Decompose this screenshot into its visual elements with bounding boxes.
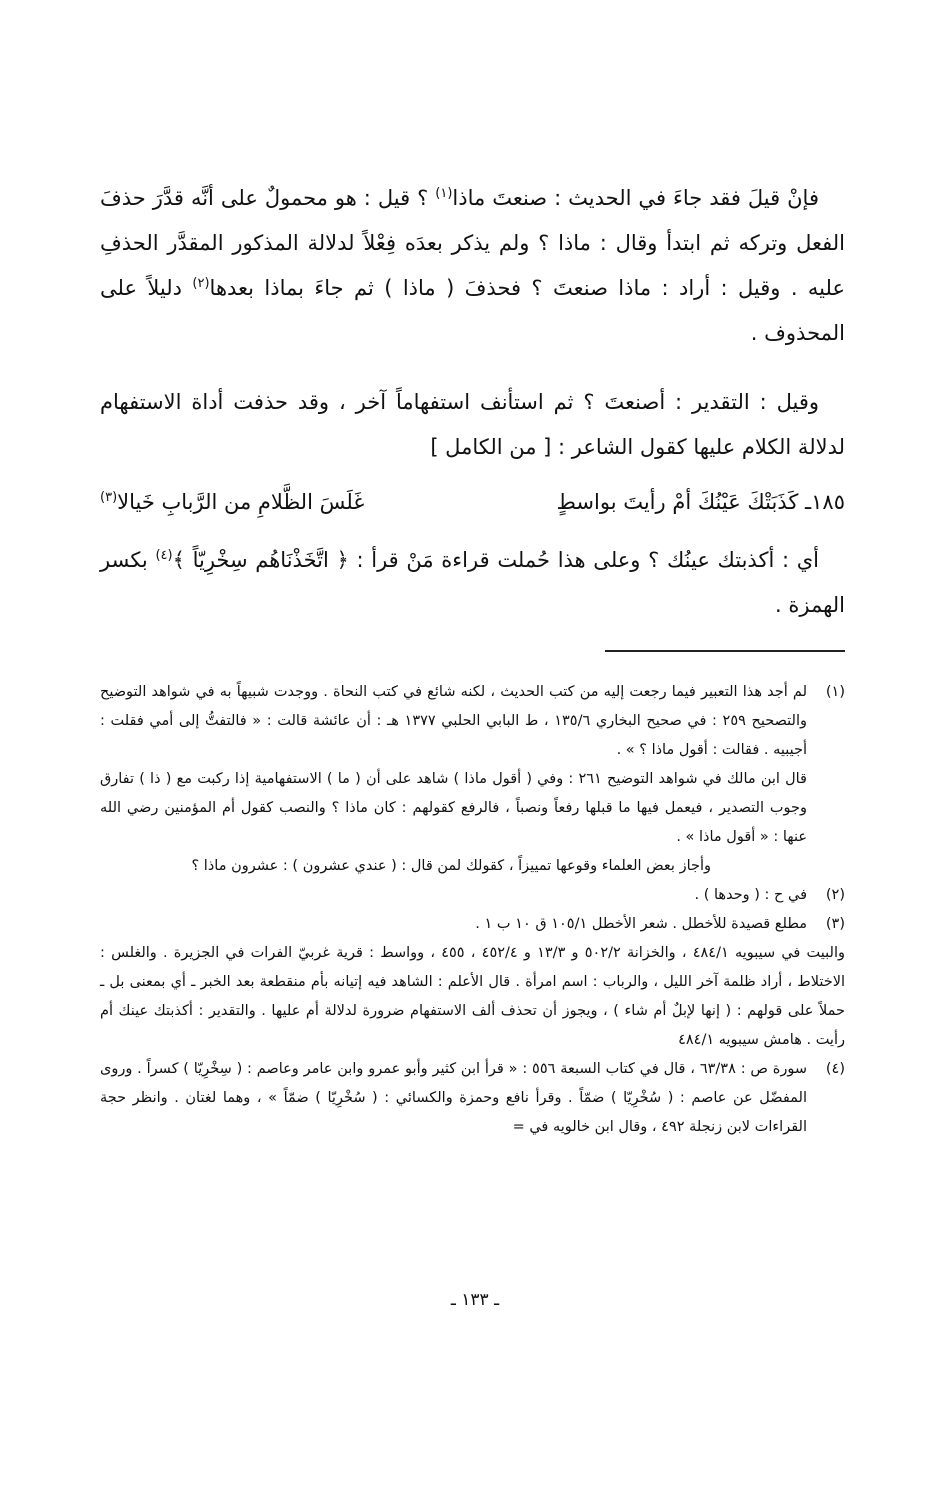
- paragraph-1-text-b: ؟ قيل : هو محمولٌ على أنَّه قدَّرَ حذفَ الفعل وتركه ثم ابتدأ وقال : ماذا ؟ ولم يذكر بعدَه فِعْلاً لدلالة المذكور المقدَّر الحذفِ عليه . وقيل : أراد : ماذا صنعتَ ؟ فحذفَ ( ماذا ) ثم جاءَ بماذا بعدها: [100, 186, 845, 300]
- footnote-ref-3: (٣): [100, 490, 118, 505]
- footnote-ref-1: (١): [435, 186, 453, 201]
- footnote-3-line-1: مطلع قصيدة للأخطل . شعر الأخطل ١٠٥/١ ق ١٠ ب ١ .: [475, 916, 807, 932]
- footnote-3: [100, 910, 845, 939]
- footnote-1: [100, 678, 845, 881]
- footnote-2-body: [100, 881, 807, 910]
- footnote-1-line-3: وأجاز بعض العلماء وقوعها تمييزاً ، كقولك لمن قال : ( عندي عشرون ) : عشرون ماذا ؟: [191, 858, 711, 874]
- paragraph-1: [100, 176, 845, 356]
- footnote-3-body: [100, 910, 807, 939]
- footnote-4-body: [100, 1055, 807, 1142]
- verse-first-hemistich: ١٨٥ـ كَذَبَتْكَ عَيْنُكَ أمْ رأيتَ بواسطٍ: [556, 490, 845, 514]
- footnote-separator: [605, 650, 845, 652]
- paragraph-3-text-a: أي : أكذبتك عينُك ؟ وعلى هذا حُملت قراءة مَنْ قرأ : ﴿ اتَّخَذْنَاهُم سِخْرِيّاً ﴾: [172, 548, 819, 572]
- footnote-ref-2: (٢): [192, 276, 210, 291]
- paragraph-1-text-c: دليلاً على المحذوف .: [100, 276, 845, 345]
- footnote-3-continuation: والبيت في سيبويه ٤٨٤/١ ، والخزانة ٥٠٢/٢ و ١٣/٣ و ٤٥٢/٤ ، ٤٥٥ ، وواسط : قرية غربيّ الفرات في الجزيرة . والغلس : الاختلاط ، أراد ظلمة آخر الليل ، والرباب : اسم امرأة . قال الأعلم : الشاهد فيه إتيانه بأم منقطعة بعد الخبر ـ أي بمعنى بل ـ حملاً على قولهم : ( إنها لإبلٌ أم شاء ) ، ويجوز أن تحذف ألف الاستفهام ضرورة لدلالة أم عليها . والتقدير : أكذبتك عينك أم رأيت . هامش سيبويه ٤٨٤/١: [100, 945, 845, 1048]
- verse-second-hemistich: [100, 480, 364, 525]
- paragraph-3: [100, 538, 845, 628]
- footnote-1-body: [100, 678, 807, 881]
- footnote-2-line-1: في ح : ( وحدها ) .: [694, 887, 807, 903]
- footnote-1-line-2: قال ابن مالك في شواهد التوضيح ٢٦١ : وفي ( أقول ماذا ) شاهد على أن ( ما ) الاستفهامية إذا ركبت مع ( ذا ) تفارق وجوب التصدير ، فيعمل فيها ما قبلها رفعاً ونصباً ، فالرفع كقولهم : كان ماذا ؟ والنصب كقول أم المؤمنين رضي الله عنها : « أقول ماذا » .: [100, 771, 807, 845]
- footnote-4: [100, 1055, 845, 1142]
- footnote-3-number: (٣): [825, 916, 845, 932]
- footnote-4-text: سورة ص : ٦٣/٣٨ ، قال في كتاب السبعة ٥٥٦ : « قرأ ابن كثير وأبو عمرو وابن عامر وعاصم : ( سِخْرِيّا ) كسراً . وروى المفضّل عن عاصم : ( سُخْرِيّا ) ضمّاً . وقرأ نافع وحمزة والكسائي : ( سُخْرِيّا ) ضمّاً » ، وهما لغتان . وانظر حجة القراءات لابن زنجلة ٤٩٢ ، وقال ابن خالويه في =: [100, 1061, 807, 1135]
- footnote-4-number: (٤): [825, 1061, 845, 1077]
- footnote-1-line-1: لم أجد هذا التعبير فيما رجعت إليه من كتب الحديث ، لكنه شائع في كتب النحاة . ووجدت شبيهاً به في شواهد التوضيح والتصحيح ٢٥٩ : في صحيح البخاري ١٣٥/٦ ، ط البابي الحلبي ١٣٧٧ هـ : أن عائشة قالت : « فالتفتُّ إلى أمي فقلت : أجيبيه . فقالت : أقول ماذا ؟ » .: [100, 684, 807, 758]
- footnote-2: [100, 881, 845, 910]
- paragraph-1-text-a: فإنْ قيلَ فقد جاءَ في الحديث : صنعتَ ماذا: [452, 186, 819, 210]
- paragraph-3-text-b: بكسر الهمزة .: [100, 548, 845, 617]
- verse-second-hemistich-text: غَلَسَ الظَّلامِ من الرَّبابِ خَيالا: [117, 490, 365, 514]
- footnote-ref-4: (٤): [155, 548, 173, 563]
- page-number: ـ ١٣٣ ـ: [450, 1290, 500, 1310]
- footnotes: [100, 678, 845, 1142]
- footnote-1-number: (١): [825, 684, 845, 700]
- paragraph-2-text: وقيل : التقدير : أصنعتَ ؟ ثم استأنف استفهاماً آخر ، وقد حذفت أداة الاستفهام لدلالة الكلام عليها كقول الشاعر : [ من الكامل ]: [100, 390, 845, 459]
- footnote-2-number: (٢): [825, 887, 845, 903]
- paragraph-2: [100, 380, 845, 470]
- poetry-verse: [100, 480, 845, 525]
